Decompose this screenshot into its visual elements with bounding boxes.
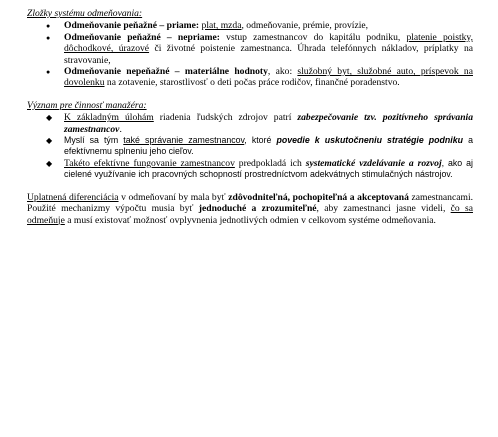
diamond-bullet-icon	[46, 135, 52, 146]
item-text: na zotavenie, starostlivosť o deti počas práce rodičov, finančné poradenstvo.	[104, 77, 400, 89]
emphasized-term: zabezpečovanie tzv. pozitívneho správania zamestnancov	[64, 112, 473, 135]
item-text: predpokladá ich	[234, 157, 306, 169]
item-text: vstup zamestnancov do kapitálu podniku,	[220, 31, 407, 43]
list-item	[27, 32, 473, 66]
list-item	[27, 66, 473, 89]
item-text: .	[119, 123, 122, 135]
item-text: , odmeňovanie, prémie, provízie,	[241, 20, 369, 32]
item-label: Odmeňovanie nepeňažné – materiálne hodnoty	[64, 66, 268, 78]
list-item	[27, 112, 473, 135]
section-heading-components: Zložky systému odmeňovania:	[27, 8, 143, 19]
list-item	[27, 158, 473, 181]
item-text: Myslí sa tým	[64, 135, 124, 146]
underlined-term: také správanie zamestnancov	[123, 135, 245, 146]
item-text: , ako aj cielené využívanie ich pracovných schopností prostredníctvom adekvátnych stimulačných nástrojov.	[64, 157, 473, 180]
summary-paragraph	[27, 192, 473, 226]
bold-term: zdôvodniteľná, pochopiteľná a akceptovaná	[228, 191, 409, 203]
item-text: , ktoré	[244, 135, 277, 146]
underlined-term: čo sa odmeňuje	[27, 203, 473, 226]
underlined-term: Uplatnená diferenciácia	[27, 191, 119, 203]
list-item	[27, 20, 473, 31]
underlined-term: plat, mzda	[201, 20, 242, 32]
paragraph-text: a musí existovať možnosť ovplyvnenia jednotlivých odmien v celkovom systéme odmeňovania.	[64, 214, 436, 226]
item-text: a efektívnemu splneniu jeho cieľov.	[64, 135, 473, 157]
underlined-term: služobný byt, služobné auto, príspevok na dovolenku	[64, 66, 473, 89]
significance-list	[27, 112, 473, 180]
item-text: riadenia ľudských zdrojov patrí	[153, 112, 298, 124]
bold-term: jednoduché a zrozumiteľné	[198, 203, 317, 215]
underlined-term: Takéto efektívne fungovanie zamestnancov	[64, 157, 235, 169]
item-text: či životné poistenie zamestnanca. Úhrada telefónnych nákladov, príplatky na stravovanie,	[64, 43, 473, 66]
paragraph-text: v odmeňovaní by mala byť	[118, 191, 229, 203]
paragraph-text: zamestnancami. Použité mechanizmy výpočtu musia byť	[27, 191, 474, 215]
diamond-bullet-icon	[46, 158, 52, 169]
bullet-icon	[46, 32, 50, 44]
components-list	[27, 20, 473, 88]
paragraph-text: , aby zamestnanci jasne videli,	[316, 203, 451, 215]
section-heading-significance: Význam pre činnosť manažéra:	[27, 99, 147, 111]
emphasized-term: systematické vzdelávanie a rozvoj	[305, 157, 442, 169]
item-label: Odmeňovanie peňažné – priame:	[64, 20, 200, 32]
emphasized-term: povedie k uskutočneniu stratégie podniku	[276, 135, 464, 146]
diamond-bullet-icon	[46, 112, 52, 123]
list-item	[27, 135, 473, 158]
underlined-term: K základným úlohám	[64, 112, 154, 124]
bullet-icon	[46, 66, 50, 78]
document-page	[27, 8, 473, 226]
underlined-term: platenie poistky, dôchodkové, úrazové	[64, 31, 473, 55]
item-label: Odmeňovanie peňažné – nepriame:	[64, 31, 220, 43]
item-text: , ako:	[267, 66, 298, 78]
